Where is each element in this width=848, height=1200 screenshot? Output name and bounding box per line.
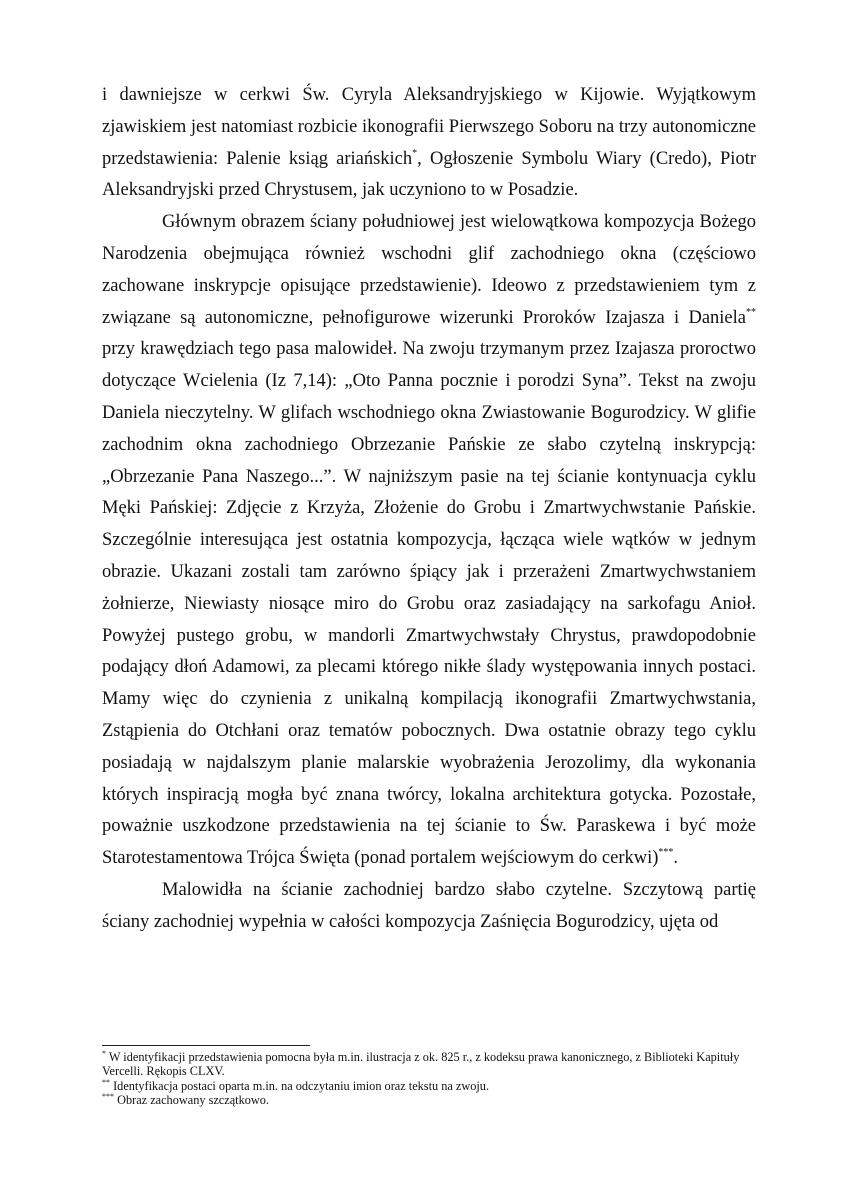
paragraph-2-text-c: .: [673, 848, 679, 869]
footnote-ref-1[interactable]: *: [412, 147, 418, 159]
footnote-1: [102, 1050, 756, 1079]
paragraph-1-text-a: i dawniejsze w cerkwi Św. Cyryla Aleksandryjskiego w Kijowie. Wyjątkowym zjawiskiem jest natomiast rozbicie ikonografii Pierwszego Soboru na trzy autonomiczne przedstawienia: Palenie ksiąg ariańskich: [102, 85, 756, 169]
paragraph-2-text-a: Głównym obrazem ściany południowej jest wielowątkowa kompozycja Bożego Narodzenia obejmująca również wschodni glif zachodniego okna (częściowo zachowane inskrypcje opisujące przedstawienie). Ideowo z przedstawieniem tym z związane są autonomiczne, pełnofigurowe wizerunki Proroków Izajasza i Daniela: [102, 212, 756, 328]
footnote-separator: [102, 1045, 310, 1046]
footnote-mark-2: **: [102, 1077, 110, 1087]
footnote-3: [102, 1093, 756, 1107]
footnote-mark-1: *: [102, 1049, 106, 1058]
body-text: [102, 80, 756, 939]
footnote-ref-3[interactable]: ***: [658, 847, 674, 859]
footnote-text-3: Obraz zachowany szczątkowo.: [114, 1092, 270, 1107]
paragraph-2-text-b: przy krawędziach tego pasa malowideł. Na zwoju trzymanym przez Izajasza proroctwo dotyczące Wcielenia (Iz 7,14): „Oto Panna pocznie i porodzi Syna”. Tekst na zwoju Daniela nieczytelny. W glifach wschodniego okna Zwiastowanie Bogurodzicy. W glifie zachodnim okna zachodniego Obrzezanie Pańskie ze słabo czytelną inskrypcją: „Obrzezanie Pana Naszego...”. W najniższym pasie na tej ścianie kontynuacja cyklu Męki Pańskiej: Zdjęcie z Krzyża, Złożenie do Grobu i Zmartwychwstanie Pańskie. Szczególnie interesująca jest ostatnia kompozycja, łącząca wiele wątków w jednym obrazie. Ukazani zostali tam zarówno śpiący jak i przerażeni Zmartwychwstaniem żołnierze, Niewiasty niosące miro do Grobu oraz zasiadający na sarkofagu Anioł. Powyżej pustego grobu, w mandorli Zmartwychwstały Chrystus, prawdopodobnie podający dłoń Adamowi, za plecami którego nikłe ślady występowania innych postaci. Mamy więc do czynienia z unikalną kompilacją ikonografii Zmartwychwstania, Zstąpienia do Otchłani oraz tematów pobocznych. Dwa ostatnie obrazy tego cyklu posiadają w najdalszym planie malarskie wyobrażenia Jerozolimy, dla wykonania których inspiracją mogła być znana twórcy, lokalna architektura gotycka. Pozostałe, poważnie uszkodzone przedstawienia na tej ścianie to Św. Paraskewa i być może Starotestamentowa Trójca Święta (ponad portalem wejściowym do cerkwi): [102, 339, 756, 869]
footnote-ref-2[interactable]: **: [746, 306, 756, 318]
paragraph-1-text-b: , Ogłoszenie Symbolu Wiary (Credo), Piotr Aleksandryjski przed Chrystusem, jak uczyniono to w Posadzie.: [102, 148, 756, 201]
paragraph-3-text: Malowidła na ścianie zachodniej bardzo słabo czytelne. Szczytową partię ściany zachodniej wypełnia w całości kompozycja Zaśnięcia Bogurodzicy, ujęta od: [102, 879, 756, 932]
paragraph-1: [102, 80, 756, 207]
footnote-text-1: W identyfikacji przedstawienia pomocna była m.in. ilustracja z ok. 825 r., z kodeksu prawa kanonicznego, z Biblioteki Kapituły Vercelli. Rękopis CLXV.: [102, 1050, 740, 1079]
footnotes: [102, 1050, 756, 1107]
paragraph-3: [102, 875, 756, 939]
footnote-2: [102, 1079, 756, 1093]
footnote-text-2: Identyfikacja postaci oparta m.in. na odczytaniu imion oraz tekstu na zwoju.: [110, 1078, 490, 1093]
footnote-mark-3: ***: [102, 1091, 114, 1101]
paragraph-2: [102, 207, 756, 875]
